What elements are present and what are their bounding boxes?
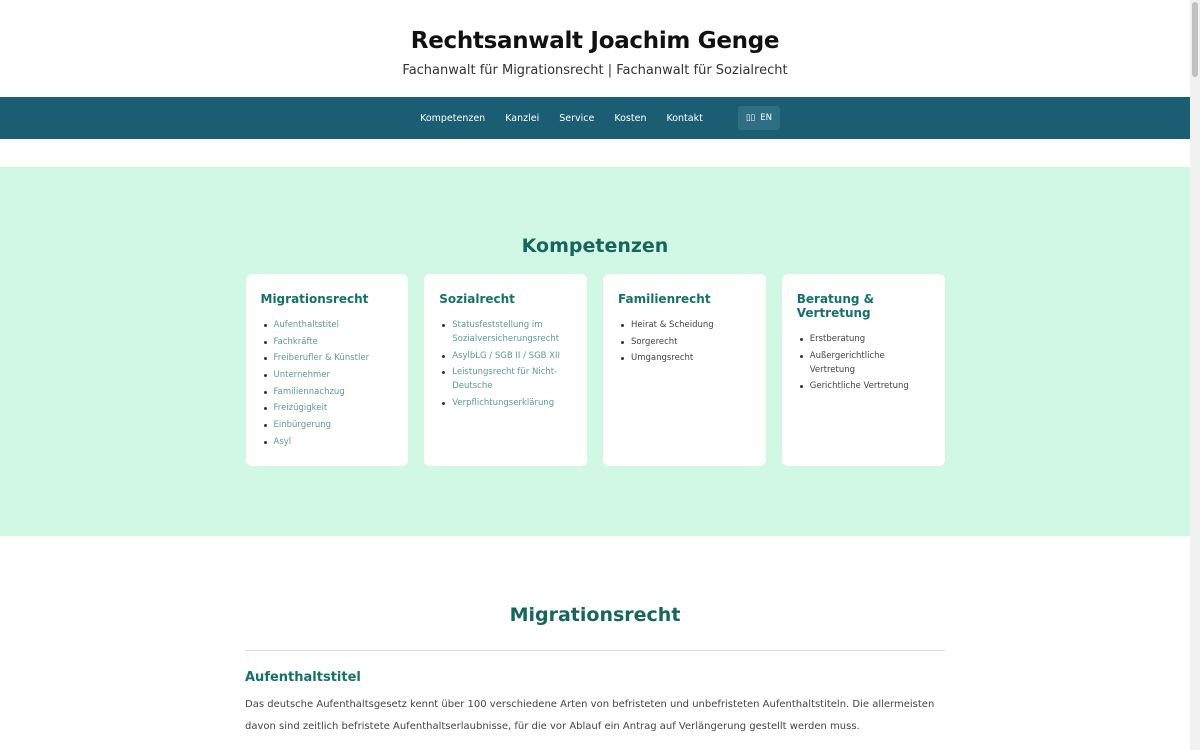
card-link[interactable]: Freizügigkeit — [273, 403, 328, 414]
card-link[interactable]: Unternehmer — [273, 370, 331, 381]
paragraph: Das deutsche Aufenthaltsgesetz kennt über 100 verschiedene Arten von befristeten und unbefristeten Aufenthaltstiteln. Die allermeisten davon sind zeitlich befristete Aufenthaltserlaubnisse, für die vor Ablauf ein Antrag auf Verlängerung gestellt werden muss. — [245, 699, 935, 732]
card-link[interactable]: Leistungsrecht für Nicht-Deutsche — [452, 367, 558, 392]
competence-card — [782, 274, 945, 466]
competence-card — [424, 274, 587, 466]
section-title: Migrationsrecht — [245, 604, 945, 651]
nav-kosten[interactable]: Kosten — [614, 112, 647, 124]
nav-kompetenzen[interactable]: Kompetenzen — [420, 112, 486, 124]
scrollbar-thumb[interactable] — [1192, 2, 1198, 77]
card-link[interactable]: Verpflichtungserklärung — [452, 398, 555, 409]
list-item — [274, 418, 394, 432]
card-link[interactable]: Freiberufler & Künstler — [273, 353, 370, 364]
card-item-text: Heirat & Scheidung — [631, 320, 714, 330]
card-link[interactable]: Einbürgerung — [273, 420, 332, 431]
card-title: Sozialrecht — [439, 292, 515, 306]
card-link[interactable]: Familiennachzug — [273, 386, 345, 397]
list-item — [631, 351, 751, 365]
migrationsrecht-section — [245, 536, 945, 738]
card-title: Beratung & Vertretung — [796, 292, 875, 320]
language-label: EN — [760, 113, 772, 123]
competence-card — [603, 274, 766, 466]
card-item-text: Sorgerecht — [631, 336, 678, 347]
card-link[interactable]: Fachkräfte — [273, 336, 318, 347]
competence-card — [246, 274, 409, 466]
card-item-text: Gerichtliche Vertretung — [809, 381, 909, 392]
list-item — [631, 335, 751, 349]
card-item-text: Erstberatung — [809, 334, 866, 344]
card-link[interactable]: Aufenthaltstitel — [273, 320, 339, 330]
list-item — [274, 435, 394, 449]
kompetenzen-section — [0, 167, 1190, 536]
site-subtitle: Fachanwalt für Migrationsrecht | Fachanwalt für Sozialrecht — [402, 63, 788, 78]
card-title: Migrationsrecht — [260, 292, 369, 306]
list-item — [274, 385, 394, 399]
section-title: Kompetenzen — [521, 235, 669, 257]
flag-icon: ▯▯ — [745, 113, 756, 123]
card-link[interactable]: AsylbLG / SGB II / SGB XII — [452, 350, 561, 361]
scrollbar[interactable] — [1190, 0, 1200, 750]
card-link[interactable]: Asyl — [273, 436, 292, 447]
subsection-title: Aufenthaltstitel — [245, 670, 361, 685]
list-item — [452, 396, 572, 410]
card-link[interactable]: Statusfeststellung im Sozialversicherungsrecht — [452, 320, 560, 344]
list-item — [452, 349, 572, 363]
list-item — [810, 349, 930, 377]
list-item — [274, 335, 394, 349]
nav-kanzlei[interactable]: Kanzlei — [505, 112, 540, 124]
card-item-text: Außergerichtliche Vertretung — [809, 350, 885, 375]
list-item — [274, 368, 394, 382]
list-item — [810, 332, 930, 346]
main-nav — [0, 97, 1190, 139]
list-item — [810, 379, 930, 393]
card-title: Familienrecht — [618, 292, 711, 306]
site-header — [0, 0, 1190, 97]
nav-service[interactable]: Service — [559, 112, 595, 124]
list-item — [274, 351, 394, 365]
site-title: Rechtsanwalt Joachim Genge — [410, 28, 780, 54]
list-item — [274, 318, 394, 332]
list-item — [631, 318, 751, 332]
list-item — [452, 318, 572, 346]
card-item-text: Umgangsrecht — [631, 353, 694, 364]
list-item — [274, 401, 394, 415]
list-item — [452, 365, 572, 393]
language-switch-button[interactable] — [738, 106, 780, 130]
nav-kontakt[interactable]: Kontakt — [666, 112, 703, 124]
